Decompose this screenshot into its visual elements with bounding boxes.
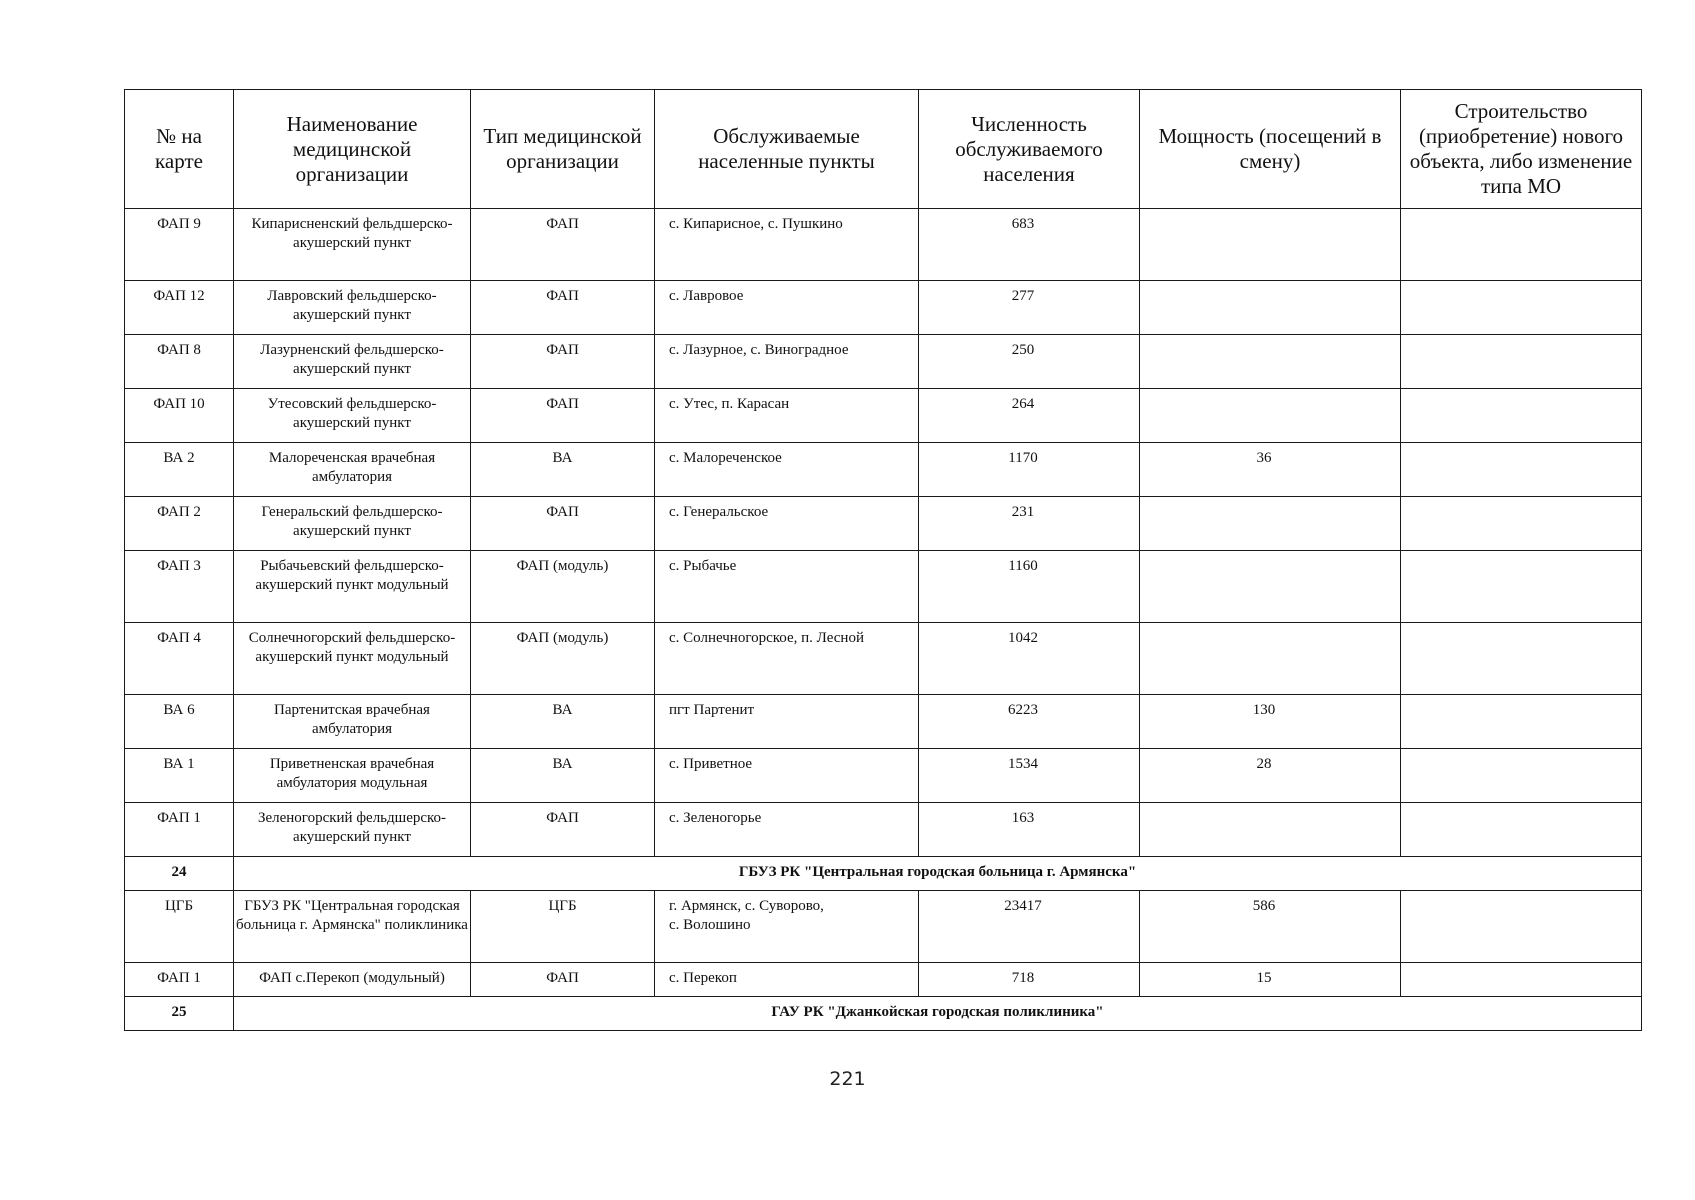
cell-construction — [1401, 963, 1642, 997]
cell-settlements: с. Перекоп — [655, 963, 919, 997]
cell-organization-name: Малореченская врачебная амбулатория — [234, 443, 471, 497]
table-row — [125, 963, 1642, 997]
cell-capacity — [1140, 803, 1401, 857]
table-row — [125, 695, 1642, 749]
table-row — [125, 497, 1642, 551]
cell-capacity — [1140, 335, 1401, 389]
cell-organization-name: Генеральский фельдшерско-акушерский пункт — [234, 497, 471, 551]
header-settlements: Обслуживаемые населенные пункты — [655, 90, 919, 209]
cell-construction — [1401, 389, 1642, 443]
cell-organization-type: ФАП — [471, 497, 655, 551]
cell-map-number: ВА 1 — [125, 749, 234, 803]
cell-organization-name: Приветненская врачебная амбулатория модульная — [234, 749, 471, 803]
table-row — [125, 623, 1642, 695]
cell-map-number: ФАП 9 — [125, 209, 234, 281]
header-organization-name: Наименование медицинской организации — [234, 90, 471, 209]
cell-construction — [1401, 891, 1642, 963]
table-row — [125, 891, 1642, 963]
table-row — [125, 443, 1642, 497]
cell-construction — [1401, 335, 1642, 389]
section-number: 25 — [125, 997, 234, 1031]
cell-settlements: с. Солнечногорское, п. Лесной — [655, 623, 919, 695]
cell-settlements: с. Кипарисное, с. Пушкино — [655, 209, 919, 281]
table-row — [125, 551, 1642, 623]
cell-capacity: 130 — [1140, 695, 1401, 749]
cell-population: 264 — [919, 389, 1140, 443]
cell-organization-name: ГБУЗ РК "Центральная городская больница г. Армянска" поликлиника — [234, 891, 471, 963]
cell-capacity — [1140, 551, 1401, 623]
cell-organization-type: ФАП (модуль) — [471, 623, 655, 695]
cell-organization-name: ФАП с.Перекоп (модульный) — [234, 963, 471, 997]
cell-construction — [1401, 281, 1642, 335]
cell-population: 163 — [919, 803, 1140, 857]
cell-organization-name: Рыбачьевский фельдшерско-акушерский пункт модульный — [234, 551, 471, 623]
cell-organization-type: ВА — [471, 749, 655, 803]
cell-map-number: ФАП 10 — [125, 389, 234, 443]
cell-map-number: ФАП 1 — [125, 963, 234, 997]
table-row — [125, 749, 1642, 803]
cell-organization-type: ФАП — [471, 281, 655, 335]
cell-settlements: с. Зеленогорье — [655, 803, 919, 857]
cell-capacity: 15 — [1140, 963, 1401, 997]
cell-organization-type: ФАП — [471, 803, 655, 857]
header-organization-type: Тип медицинской организации — [471, 90, 655, 209]
table-row — [125, 209, 1642, 281]
cell-organization-name: Утесовский фельдшерско-акушерский пункт — [234, 389, 471, 443]
cell-population: 718 — [919, 963, 1140, 997]
section-row — [125, 997, 1642, 1031]
cell-construction — [1401, 803, 1642, 857]
section-title: ГАУ РК "Джанкойская городская поликлиника" — [234, 997, 1642, 1031]
cell-map-number: ФАП 2 — [125, 497, 234, 551]
cell-settlements: с. Лазурное, с. Виноградное — [655, 335, 919, 389]
cell-organization-type: ВА — [471, 443, 655, 497]
cell-population: 1170 — [919, 443, 1140, 497]
cell-construction — [1401, 497, 1642, 551]
cell-map-number: ЦГБ — [125, 891, 234, 963]
header-map-number: № на карте — [125, 90, 234, 209]
cell-map-number: ВА 6 — [125, 695, 234, 749]
cell-map-number: ФАП 8 — [125, 335, 234, 389]
table-header-row — [125, 90, 1642, 209]
cell-organization-type: ФАП — [471, 963, 655, 997]
cell-capacity — [1140, 623, 1401, 695]
table-row — [125, 389, 1642, 443]
cell-map-number: ФАП 3 — [125, 551, 234, 623]
cell-organization-name: Лазурненский фельдшерско-акушерский пункт — [234, 335, 471, 389]
cell-capacity: 36 — [1140, 443, 1401, 497]
cell-settlements: с. Утес, п. Карасан — [655, 389, 919, 443]
cell-construction — [1401, 623, 1642, 695]
cell-organization-name: Зеленогорский фельдшерско-акушерский пункт — [234, 803, 471, 857]
cell-organization-type: ФАП — [471, 335, 655, 389]
cell-settlements: г. Армянск, с. Суворово, с. Волошино — [655, 891, 919, 963]
cell-organization-type: ФАП — [471, 209, 655, 281]
cell-organization-type: ЦГБ — [471, 891, 655, 963]
table-row — [125, 335, 1642, 389]
cell-construction — [1401, 551, 1642, 623]
section-title: ГБУЗ РК "Центральная городская больница г. Армянска" — [234, 857, 1642, 891]
cell-settlements: с. Малореченское — [655, 443, 919, 497]
cell-construction — [1401, 443, 1642, 497]
cell-capacity — [1140, 497, 1401, 551]
section-number: 24 — [125, 857, 234, 891]
cell-population: 6223 — [919, 695, 1140, 749]
cell-settlements: с. Приветное — [655, 749, 919, 803]
cell-map-number: ВА 2 — [125, 443, 234, 497]
cell-population: 23417 — [919, 891, 1140, 963]
cell-organization-name: Кипарисненский фельдшерско- акушерский пункт — [234, 209, 471, 281]
cell-map-number: ФАП 4 — [125, 623, 234, 695]
cell-construction — [1401, 209, 1642, 281]
cell-population: 683 — [919, 209, 1140, 281]
cell-capacity — [1140, 209, 1401, 281]
table-row — [125, 281, 1642, 335]
section-row — [125, 857, 1642, 891]
cell-population: 231 — [919, 497, 1140, 551]
cell-capacity: 586 — [1140, 891, 1401, 963]
cell-settlements: с. Рыбачье — [655, 551, 919, 623]
page-number: 221 — [829, 1068, 866, 1090]
cell-organization-name: Партенитская врачебная амбулатория — [234, 695, 471, 749]
cell-construction — [1401, 695, 1642, 749]
cell-map-number: ФАП 1 — [125, 803, 234, 857]
cell-organization-type: ФАП (модуль) — [471, 551, 655, 623]
cell-organization-type: ВА — [471, 695, 655, 749]
cell-population: 1534 — [919, 749, 1140, 803]
cell-capacity — [1140, 389, 1401, 443]
table-row — [125, 803, 1642, 857]
cell-population: 1042 — [919, 623, 1140, 695]
cell-capacity: 28 — [1140, 749, 1401, 803]
cell-organization-name: Солнечногорский фельдшерско- акушерский пункт модульный — [234, 623, 471, 695]
cell-settlements: пгт Партенит — [655, 695, 919, 749]
cell-construction — [1401, 749, 1642, 803]
cell-organization-name: Лавровский фельдшерско-акушерский пункт — [234, 281, 471, 335]
header-population: Численность обслуживаемого населения — [919, 90, 1140, 209]
cell-capacity — [1140, 281, 1401, 335]
cell-population: 277 — [919, 281, 1140, 335]
header-construction: Строительство (приобретение) нового объекта, либо изменение типа МО — [1401, 90, 1642, 209]
cell-population: 250 — [919, 335, 1140, 389]
cell-map-number: ФАП 12 — [125, 281, 234, 335]
header-capacity: Мощность (посещений в смену) — [1140, 90, 1401, 209]
cell-population: 1160 — [919, 551, 1140, 623]
cell-settlements: с. Лавровое — [655, 281, 919, 335]
cell-organization-type: ФАП — [471, 389, 655, 443]
cell-settlements: с. Генеральское — [655, 497, 919, 551]
facilities-table — [124, 89, 1642, 1031]
